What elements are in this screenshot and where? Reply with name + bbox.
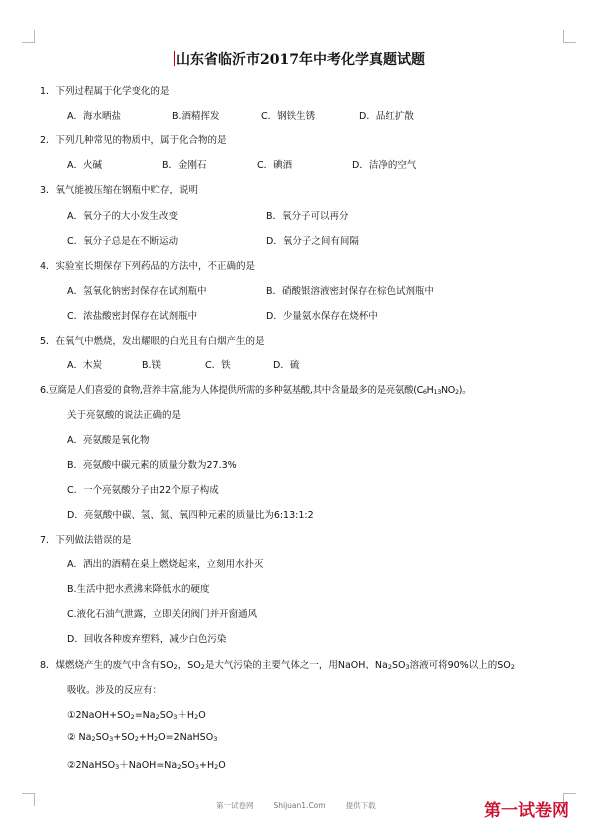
- q3-option-b: B．氧分子可以再分: [266, 211, 349, 222]
- q6-formula-sub-h: 13: [433, 388, 442, 396]
- r3-part-b: ＋NaOH=Na: [119, 760, 178, 771]
- q6-formula-no: NO: [441, 385, 455, 396]
- r3-sub-h2: 2: [214, 763, 219, 771]
- r2-sub-so2: 2: [134, 735, 139, 743]
- q8-stem-text: 8．煤燃烧产生的废气中含有SO: [40, 660, 174, 671]
- r2-part-b: SO: [95, 732, 110, 743]
- q8-sub-4: 3: [405, 663, 410, 671]
- q8-sub-2: 2: [200, 663, 205, 671]
- r3-sub-hso3: 3: [115, 763, 120, 771]
- r3-sub-na: 2: [177, 763, 182, 771]
- q3-option-a: A．氧分子的大小发生改变: [67, 211, 178, 222]
- question-5-stem: 5．在氧气中燃烧，发出耀眼的白光且有白烟产生的是: [40, 336, 265, 347]
- r1-sub-na: 2: [155, 713, 160, 721]
- r2-sub-so3: 3: [109, 735, 114, 743]
- reaction-1: [67, 707, 206, 721]
- r3-sub-so3: 3: [194, 763, 200, 771]
- crop-mark-top-right: [563, 30, 576, 43]
- q6-formula-sub-c: 6: [422, 388, 427, 396]
- r1-sub-h2: 2: [194, 713, 199, 721]
- footer-url: Shijuan1.Com: [273, 801, 326, 810]
- q6-option-a: A．亮氨酸是氧化物: [67, 435, 150, 446]
- q4-option-d: D．少量氨水保存在烧杯中: [266, 311, 378, 322]
- q7-option-d: D．回收各种废弃塑料，减少白色污染: [67, 634, 227, 645]
- q8-sub-5: 2: [510, 663, 515, 671]
- question-1-stem: 1．下列过程属于化学变化的是: [40, 86, 170, 97]
- text-cursor: [174, 51, 175, 66]
- r2-part-a: ② Na: [67, 732, 92, 743]
- q1-option-b: B.酒精挥发: [172, 111, 220, 122]
- q2-option-b: B．金刚石: [162, 160, 207, 171]
- q5-option-a: A．木炭: [67, 360, 102, 371]
- q5-option-c: C．铁: [205, 360, 231, 371]
- q8-sub-1: 2: [173, 663, 178, 671]
- footer-site-name: 第一试卷网: [216, 801, 254, 810]
- q7-option-b: B.生活中把水煮沸来降低水的硬度: [67, 584, 210, 595]
- question-3-stem: 3．氧气能被压缩在钢瓶中贮存，说明: [40, 185, 199, 196]
- title-text: 山东省临沂市2017年中考化学真题试题: [176, 52, 425, 68]
- q4-option-b: B．硝酸银溶液密封保存在棕色试剂瓶中: [266, 286, 435, 297]
- r3-part-d: +H: [199, 760, 215, 771]
- r3-part-c: SO: [181, 760, 195, 771]
- q5-option-d: D．硫: [273, 360, 300, 371]
- q2-option-d: D．洁净的空气: [352, 160, 417, 171]
- q4-option-a: A．氢氧化钠密封保存在试剂瓶中: [67, 286, 207, 297]
- q1-option-a: A．海水晒盐: [67, 111, 121, 122]
- q8-text-4: SO: [391, 660, 406, 671]
- reaction-2: [67, 732, 217, 743]
- r2-part-d: +H: [138, 732, 154, 743]
- r2-part-e: O=2NaHSO: [158, 732, 214, 743]
- r1-sub-so2: 2: [130, 713, 135, 721]
- r1-part-c: SO: [159, 710, 174, 721]
- q8-sub-3: 2: [387, 663, 392, 671]
- page-title: [0, 49, 599, 69]
- q3-option-c: C．氧分子总是在不断运动: [67, 236, 179, 247]
- q4-option-c: C．浓盐酸密封保存在试剂瓶中: [67, 311, 198, 322]
- question-2-stem: 2．下列几种常见的物质中，属于化合物的是: [40, 135, 227, 146]
- question-7-stem: 7．下列做法错误的是: [40, 535, 132, 546]
- page-footer: [216, 800, 396, 811]
- r2-sub-h2: 2: [153, 735, 159, 743]
- q6-formula-close: )。: [458, 385, 472, 396]
- q3-option-d: D．氧分子之间有间隔: [266, 236, 359, 247]
- r2-sub-na: 2: [91, 735, 96, 743]
- question-8-stem: [40, 657, 515, 671]
- question-4-stem: 4．实验室长期保存下列药品的方法中，不正确的是: [40, 261, 256, 272]
- r1-part-d: ＋H: [177, 710, 195, 721]
- brand-watermark: 第一试卷网: [484, 801, 569, 821]
- r2-sub-hso3: 3: [213, 735, 218, 743]
- footer-action: 提供下载: [345, 801, 376, 810]
- q6-option-b: B．亮氨酸中碳元素的质量分数为27.3%: [67, 460, 237, 471]
- q5-option-b: B.镁: [142, 360, 162, 371]
- q1-option-d: D．品红扩散: [359, 111, 414, 122]
- q6-option-d: D．亮氨酸中碳、氢、氮、氧四种元素的质量比为6:13:1:2: [67, 510, 314, 521]
- q2-option-c: C．碘酒: [257, 160, 293, 171]
- q6-formula-sub-o: 2: [454, 388, 459, 396]
- crop-mark-top-left: [22, 30, 35, 43]
- crop-mark-bottom-left: [22, 793, 35, 806]
- r1-part-a: ①2NaOH+SO: [67, 710, 131, 721]
- q1-option-c: C．钢铁生锈: [261, 111, 316, 122]
- question-6-stem: [40, 382, 471, 396]
- question-6-stem-continued: 关于亮氨酸的说法正确的是: [67, 410, 182, 421]
- r1-part-e: O: [198, 710, 206, 721]
- q7-option-a: A．洒出的酒精在桌上燃烧起来，立刻用水扑灭: [67, 559, 264, 570]
- reaction-3: [67, 757, 226, 771]
- r1-sub-so3: 3: [173, 713, 178, 721]
- r3-part-e: O: [218, 760, 226, 771]
- r2-part-c: +SO: [113, 732, 135, 743]
- q6-option-c: C．一个亮氨酸分子由22个原子构成: [67, 485, 219, 496]
- q8-text-3: 是大气污染的主要气体之一，用NaOH、Na: [204, 660, 388, 671]
- q6-formula-h: H: [426, 385, 434, 396]
- r3-part-a: ②2NaHSO: [67, 760, 116, 771]
- question-8-stem-continued: 吸收。涉及的反应有：: [67, 685, 163, 696]
- q7-option-c: C.液化石油气泄露，立即关闭阀门并开窗通风: [67, 609, 258, 620]
- q8-text-2: ，SO: [177, 660, 201, 671]
- q6-stem-text: 6.豆腐是人们喜爱的食物,营养丰富,能为人体提供所需的多种氨基酸,其中含量最多的是亮氨酸(C: [40, 385, 423, 396]
- r1-part-b: =Na: [134, 710, 156, 721]
- q8-text-5: 溶液可将90%以上的SO: [409, 660, 511, 671]
- q2-option-a: A．火碱: [67, 160, 102, 171]
